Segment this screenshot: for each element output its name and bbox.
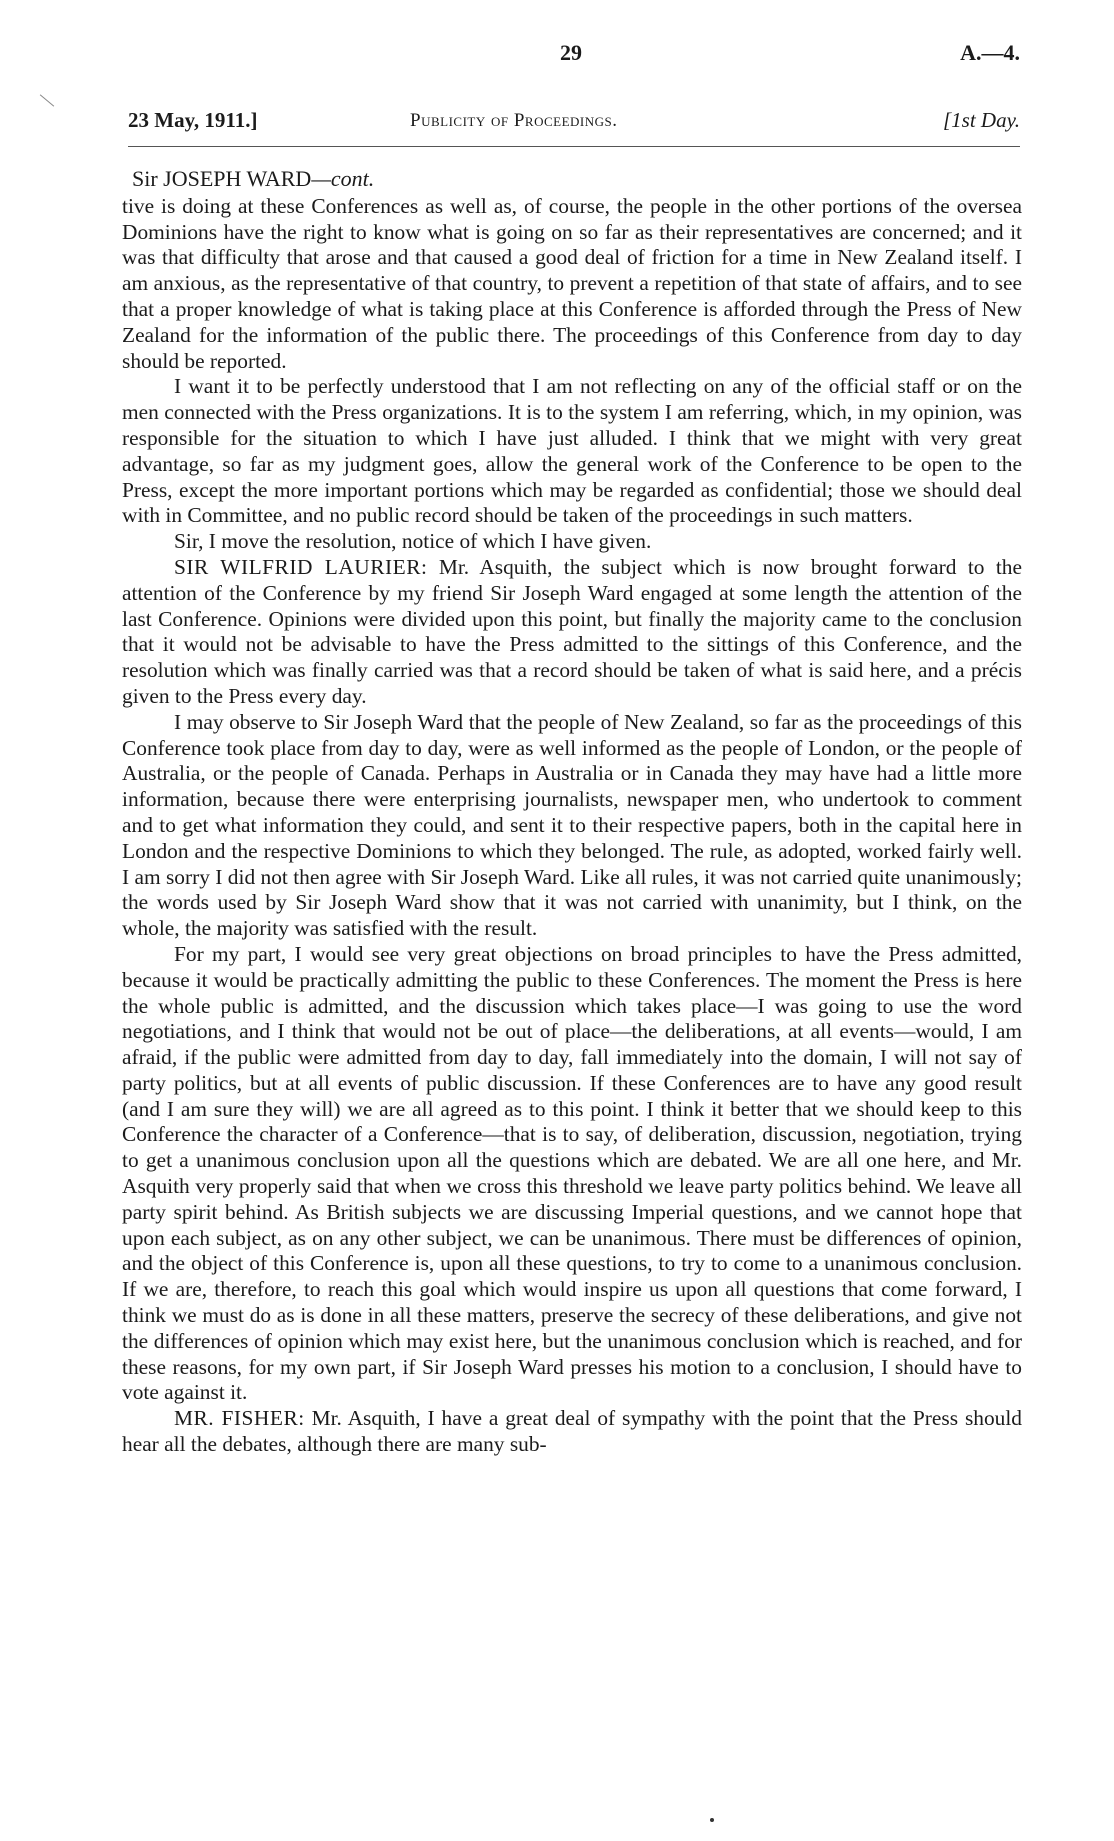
continuation-speaker: Sir JOSEPH WARD — [132, 166, 312, 191]
header-day: [1st Day. — [942, 108, 1020, 132]
header-title: Publicity of Proceedings. — [410, 110, 618, 131]
header-date: 23 May, 1911.] — [128, 108, 258, 132]
paragraph-text: I may observe to Sir Joseph Ward that the people of New Zealand, so far as the proceedings of this Conference took place from day to day, were as well informed as the people of London, or the people of Australia, or the people of Canada. Perhaps in Australia or in Canada they may have had a little more information, because there were enterprising journalists, newspaper men, who undertook to comment and to get what information they could, and sent it to their respective papers, both in the capital here in London and the respective Dominions to which they belonged. The rule, as adopted, worked fairly well. I am sorry I did not then agree with Sir Joseph Ward. Like all rules, it was not carried quite unanimously; the words used by Sir Joseph Ward show that it was not carried with unanimity, but I think, on the whole, the majority was satisfied with the result. — [122, 709, 1022, 941]
paragraph-text: Sir, I move the resolution, notice of which I have given. — [174, 529, 652, 554]
paragraph — [122, 529, 1022, 555]
paragraph-text: Mr. Asquith, the subject which is now brought forward to the attention of the Conference by my friend Sir Joseph Ward engaged at some length the attention of the last Conference. Opinions were divided upon this point, but finally the majority came to the conclusion that it would not be advisable to have the Press admitted to the sittings of this Conference, and the resolution which was finally carried was that a record should be taken of what is said here, and a précis given to the Press every day. — [122, 554, 1022, 708]
running-header — [128, 108, 1020, 138]
page-number: 29 — [560, 40, 582, 65]
scan-dot — [710, 1818, 714, 1822]
paragraph-text: tive is doing at these Conferences as well as, of course, the people in the other portions of the oversea Dominions have the right to know what is going on so far as their representatives are concerned; and it was that difficulty that arose and that caused a good deal of friction for a time in New Zealand itself. I am anxious, as the representative of that country, to prevent a repetition of that state of affairs, and to see that a proper knowledge of what is taking place at this Conference is afforded through the Press of New Zealand for the information of the public there. The proceedings of this Conference from day to day should be reported. — [122, 193, 1022, 373]
paragraph — [122, 710, 1022, 942]
speaker-name: MR. FISHER: — [174, 1406, 305, 1431]
speaker-name: SIR WILFRID LAURIER: — [174, 554, 428, 579]
scan-mark — [40, 94, 54, 106]
paragraph-text: I want it to be perfectly understood that I am not reflecting on any of the official staff or on the men connected with the Press organizations. It is to the system I am referring, which, in my opinion, was responsible for the situation to which I have just alluded. I think that we might with very great advantage, so far as my judgment goes, allow the general work of the Conference to be open to the Press, except the more important portions which may be regarded as confidential; those we should deal with in Committee, and no public record should be taken of the proceedings in such matters. — [122, 374, 1022, 528]
paper-reference: A.—4. — [960, 40, 1020, 65]
paragraph — [122, 555, 1022, 710]
header-rule — [128, 146, 1020, 147]
body-text — [122, 166, 1022, 1458]
page-top-row — [120, 40, 1020, 72]
paragraph — [122, 194, 1022, 375]
paragraph-text: Mr. Asquith, I have a great deal of sympathy with the point that the Press should hear all the debates, although there are many sub- — [122, 1406, 1022, 1457]
continuation-heading — [132, 166, 1022, 192]
paragraph — [122, 374, 1022, 529]
paragraph — [122, 942, 1022, 1406]
continuation-suffix: —cont. — [311, 166, 375, 191]
paragraph — [122, 1406, 1022, 1458]
paragraph-text: For my part, I would see very great objections on broad principles to have the Press admitted, because it would be practically admitting the public to these Conferences. The moment the Press is here the whole public is admitted, and the discussion which takes place—I was going to use the word negotiations, and I think that would not be out of place—the deliberations, at all events—would, I am afraid, if the public were admitted from day to day, fall immediately into the domain, I will not say of party politics, but at all events of public discussion. If these Conferences are to have any good result (and I am sure they will) we are all agreed as to this point. I think it better that we should keep to this Conference the character of a Conference—that is to say, of deliberation, discussion, negotiation, trying to get a unanimous conclusion upon all the questions which are debated. We are all one here, and Mr. Asquith very properly said that when we cross this threshold we leave party politics behind. We leave all party spirit behind. As British subjects we are discussing Imperial questions, and we cannot hope that upon each subject, as on any other subject, we can be unanimous. There must be differences of opinion, and the object of this Conference is, upon all these questions, to try to come to a unanimous conclusion. If we are, therefore, to reach this goal which would inspire us upon all questions that come forward, I think we must do as is done in all these matters, preserve the secrecy of these deliberations, and give not the differences of opinion which may exist here, but the unanimous conclusion which is reached, and for these reasons, for my own part, if Sir Joseph Ward presses his motion to a conclusion, I should have to vote against it. — [122, 941, 1022, 1405]
